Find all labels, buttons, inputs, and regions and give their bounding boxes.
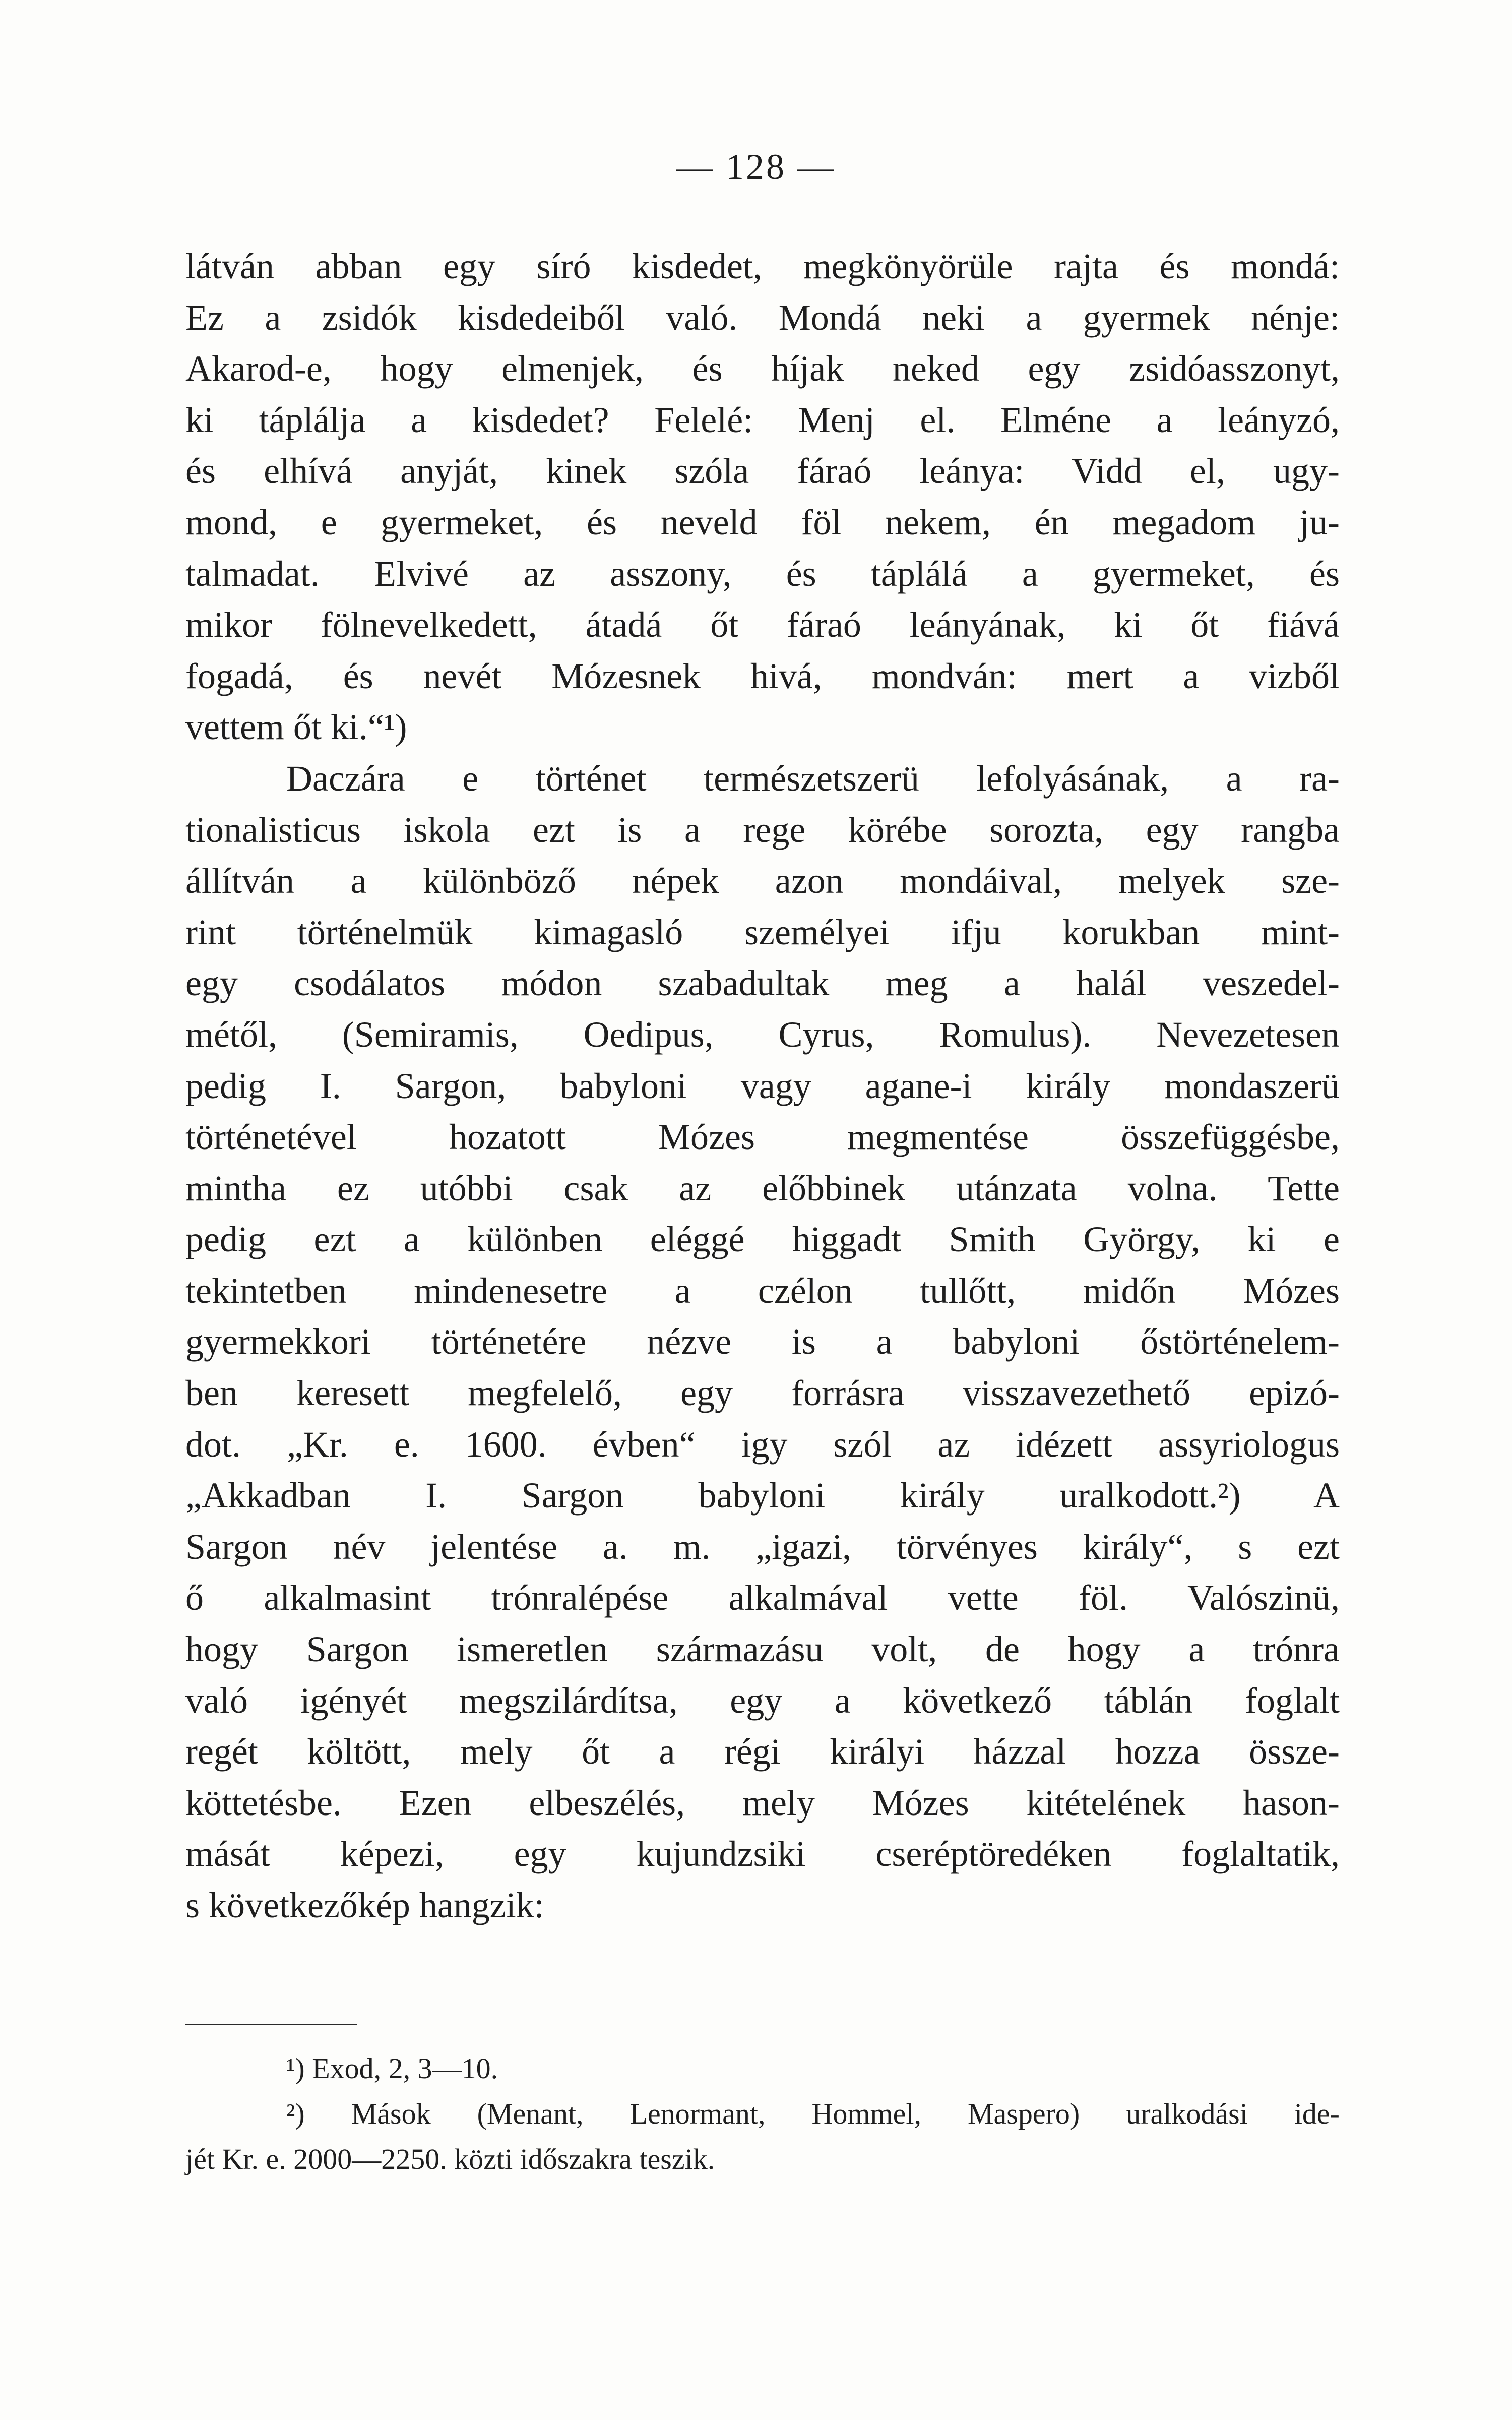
text-line: tionalisticus iskola ezt is a rege körébe sorozta, egy rangba	[185, 809, 1340, 850]
text-line: métől, (Semiramis, Oedipus, Cyrus, Romulus). Nevezetesen	[185, 1014, 1340, 1055]
text-line: való igényét megszilárdítsa, egy a következő táblán foglalt	[185, 1680, 1340, 1721]
text-line: pedig I. Sargon, babyloni vagy agane-i király mondaszerü	[185, 1065, 1340, 1106]
footnotes	[185, 2046, 1340, 2182]
text-line: pedig ezt a különben eléggé higgadt Smith György, ki e	[185, 1219, 1340, 1260]
text-line: ő alkalmasint trónralépése alkalmával vette föl. Valószinü,	[185, 1578, 1340, 1618]
text-line: Ez a zsidók kisdedeiből való. Mondá neki a gyermek nénje:	[185, 297, 1340, 338]
text-line: mintha ez utóbbi csak az előbbinek utánzata volna. Tette	[185, 1168, 1340, 1208]
text-line: talmadat. Elvivé az asszony, és táplálá a gyermeket, és	[185, 553, 1340, 594]
text-line: hogy Sargon ismeretlen származásu volt, de hogy a trónra	[185, 1629, 1340, 1670]
footnote-divider	[185, 2024, 357, 2025]
text-line: vettem őt ki.“¹)	[185, 707, 407, 748]
text-line: állítván a különböző népek azon mondáival, melyek sze-	[185, 861, 1340, 901]
text-line: „Akkadban I. Sargon babyloni király uralkodott.²) A	[185, 1475, 1340, 1516]
text-line: látván abban egy síró kisdedet, megkönyörüle rajta és mondá:	[185, 246, 1340, 286]
text-line: és elhívá anyját, kinek szóla fáraó leánya: Vidd el, ugy-	[185, 451, 1340, 492]
text-line: s következőkép hangzik:	[185, 1885, 544, 1925]
text-line: ki táplálja a kisdedet? Felelé: Menj el. Elméne a leányzó,	[185, 399, 1340, 440]
text-line: rint történelmük kimagasló személyei ifju korukban mint-	[185, 912, 1340, 952]
text-line: köttetésbe. Ezen elbeszélés, mely Mózes kitételének hason-	[185, 1782, 1340, 1823]
text-line: regét költött, mely őt a régi királyi házzal hozza össze-	[185, 1731, 1340, 1772]
footnote-1: ¹) Exod, 2, 3—10.	[286, 2052, 498, 2085]
text-line: Akarod-e, hogy elmenjek, és híjak neked egy zsidóasszonyt,	[185, 348, 1340, 389]
text-line: mását képezi, egy kujundzsiki cseréptöredéken foglaltatik,	[185, 1834, 1340, 1874]
text-line: ben keresett megfelelő, egy forrásra visszavezethető epizó-	[185, 1373, 1340, 1414]
text-line: tekintetben mindenesetre a czélon tullőtt, midőn Mózes	[185, 1270, 1340, 1311]
text-line: fogadá, és nevét Mózesnek hivá, mondván: mert a vizből	[185, 655, 1340, 696]
text-line: dot. „Kr. e. 1600. évben“ igy szól az idézett assyriologus	[185, 1424, 1340, 1465]
footnote-2-continuation: jét Kr. e. 2000—2250. közti időszakra teszik.	[185, 2143, 715, 2175]
body-text	[185, 241, 1340, 1931]
footnote-2: ²) Mások (Menant, Lenormant, Hommel, Maspero) uralkodási ide-	[286, 2097, 1340, 2130]
text-line: gyermekkori történetére nézve is a babyloni őstörténelem-	[185, 1321, 1340, 1362]
page-number: — 128 —	[676, 147, 836, 187]
text-line: történetével hozatott Mózes megmentése összefüggésbe,	[185, 1117, 1340, 1158]
text-line: egy csodálatos módon szabadultak meg a halál veszedel-	[185, 963, 1340, 1004]
text-line: mond, e gyermeket, és neveld föl nekem, én megadom ju-	[185, 502, 1340, 542]
text-line: mikor fölnevelkedett, átadá őt fáraó leányának, ki őt fiává	[185, 604, 1340, 645]
paragraph-start-line: Daczára e történet természetszerü lefolyásának, a ra-	[286, 758, 1340, 799]
text-line: Sargon név jelentése a. m. „igazi, törvényes király“, s ezt	[185, 1526, 1340, 1567]
